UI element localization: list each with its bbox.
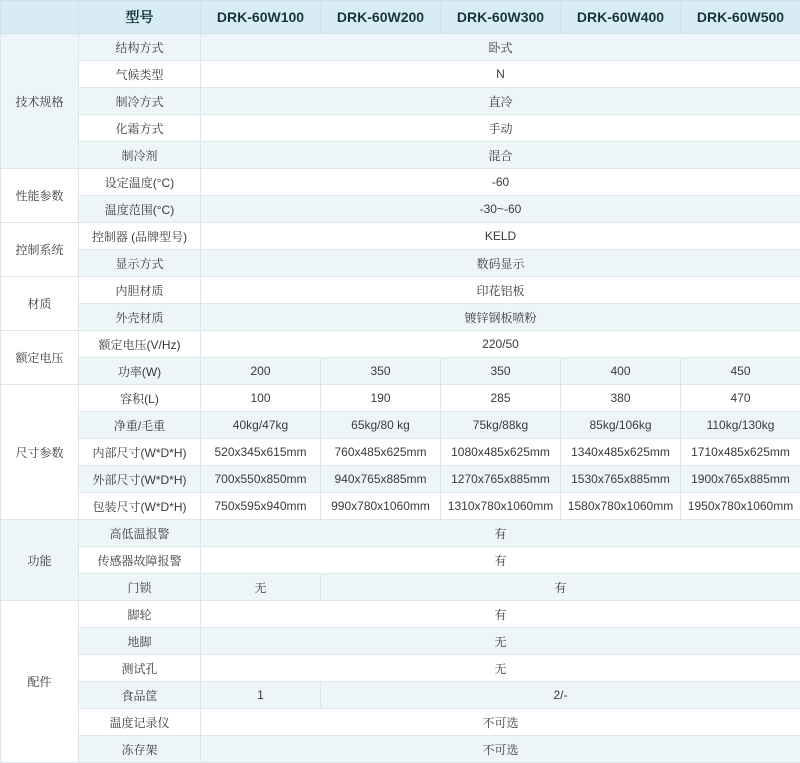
table-row <box>1 115 800 142</box>
row-value-model-3: 350 <box>441 358 561 385</box>
row-value-all-models: 220/50 <box>201 331 800 358</box>
row-value-model-3: 75kg/88kg <box>441 412 561 439</box>
row-value-all-models: 不可选 <box>201 736 800 763</box>
table-header <box>1 1 800 34</box>
row-attribute-label: 控制器 (品牌型号) <box>79 223 201 250</box>
row-value-model-2: 65kg/80 kg <box>321 412 441 439</box>
table-row <box>1 304 800 331</box>
row-value-all-models: 无 <box>201 628 800 655</box>
row-value-model-1: 750x595x940mm <box>201 493 321 520</box>
row-attribute-label: 内胆材质 <box>79 277 201 304</box>
row-value-all-models: -60 <box>201 169 800 196</box>
row-value-model-1: 200 <box>201 358 321 385</box>
row-value-model-2: 940x765x885mm <box>321 466 441 493</box>
table-row <box>1 385 800 412</box>
row-attribute-label: 制冷剂 <box>79 142 201 169</box>
header-model-5: DRK-60W500 <box>681 1 800 34</box>
row-value-model-2: 760x485x625mm <box>321 439 441 466</box>
table-row <box>1 331 800 358</box>
table-row <box>1 601 800 628</box>
row-value-all-models: -30~-60 <box>201 196 800 223</box>
row-value-models-2-5: 有 <box>321 574 800 601</box>
table-row <box>1 412 800 439</box>
row-value-model-4: 85kg/106kg <box>561 412 681 439</box>
row-value-model-4: 1580x780x1060mm <box>561 493 681 520</box>
row-attribute-label: 内部尺寸(W*D*H) <box>79 439 201 466</box>
row-attribute-label: 容积(L) <box>79 385 201 412</box>
row-attribute-label: 外部尺寸(W*D*H) <box>79 466 201 493</box>
row-value-model-1: 100 <box>201 385 321 412</box>
table-row <box>1 196 800 223</box>
header-attr-cell: 型号 <box>79 1 201 34</box>
row-attribute-label: 结构方式 <box>79 34 201 61</box>
table-row <box>1 169 800 196</box>
table-row <box>1 223 800 250</box>
row-group-label: 技术规格 <box>1 34 79 169</box>
row-value-model-1: 40kg/47kg <box>201 412 321 439</box>
row-group-label: 材质 <box>1 277 79 331</box>
table-row <box>1 142 800 169</box>
row-group-label: 控制系统 <box>1 223 79 277</box>
header-model-1: DRK-60W100 <box>201 1 321 34</box>
row-value-model-5: 110kg/130kg <box>681 412 800 439</box>
table-row <box>1 358 800 385</box>
row-value-all-models: KELD <box>201 223 800 250</box>
row-attribute-label: 温度范围(°C) <box>79 196 201 223</box>
table-row <box>1 520 800 547</box>
row-group-label: 功能 <box>1 520 79 601</box>
table-row <box>1 682 800 709</box>
row-value-model-4: 400 <box>561 358 681 385</box>
row-attribute-label: 测试孔 <box>79 655 201 682</box>
header-model-4: DRK-60W400 <box>561 1 681 34</box>
header-group-cell <box>1 1 79 34</box>
row-attribute-label: 传感器故障报警 <box>79 547 201 574</box>
row-value-all-models: 印花铝板 <box>201 277 800 304</box>
row-value-model-1: 无 <box>201 574 321 601</box>
row-attribute-label: 显示方式 <box>79 250 201 277</box>
row-attribute-label: 冻存架 <box>79 736 201 763</box>
table-row <box>1 655 800 682</box>
row-value-models-2-5: 2/- <box>321 682 800 709</box>
row-attribute-label: 地脚 <box>79 628 201 655</box>
row-value-model-4: 380 <box>561 385 681 412</box>
header-model-2: DRK-60W200 <box>321 1 441 34</box>
row-value-model-2: 350 <box>321 358 441 385</box>
row-value-model-3: 1080x485x625mm <box>441 439 561 466</box>
row-value-model-5: 470 <box>681 385 800 412</box>
row-value-model-4: 1530x765x885mm <box>561 466 681 493</box>
table-row <box>1 547 800 574</box>
row-attribute-label: 净重/毛重 <box>79 412 201 439</box>
table-row <box>1 61 800 88</box>
row-group-label: 尺寸参数 <box>1 385 79 520</box>
row-value-all-models: 手动 <box>201 115 800 142</box>
row-attribute-label: 包装尺寸(W*D*H) <box>79 493 201 520</box>
row-attribute-label: 功率(W) <box>79 358 201 385</box>
row-value-model-5: 450 <box>681 358 800 385</box>
row-group-label: 性能参数 <box>1 169 79 223</box>
row-group-label: 配件 <box>1 601 79 763</box>
row-attribute-label: 外壳材质 <box>79 304 201 331</box>
row-value-all-models: 有 <box>201 547 800 574</box>
table-row <box>1 439 800 466</box>
row-value-model-2: 190 <box>321 385 441 412</box>
row-value-all-models: 不可选 <box>201 709 800 736</box>
table-row <box>1 574 800 601</box>
row-value-model-1: 700x550x850mm <box>201 466 321 493</box>
row-attribute-label: 食品筐 <box>79 682 201 709</box>
row-value-model-3: 1270x765x885mm <box>441 466 561 493</box>
row-attribute-label: 高低温报警 <box>79 520 201 547</box>
row-group-label: 额定电压 <box>1 331 79 385</box>
row-value-model-3: 1310x780x1060mm <box>441 493 561 520</box>
row-value-model-5: 1900x765x885mm <box>681 466 800 493</box>
header-model-3: DRK-60W300 <box>441 1 561 34</box>
table-row <box>1 493 800 520</box>
row-attribute-label: 化霜方式 <box>79 115 201 142</box>
row-value-all-models: 混合 <box>201 142 800 169</box>
row-value-all-models: 镀锌钢板喷粉 <box>201 304 800 331</box>
table-row <box>1 250 800 277</box>
row-value-model-3: 285 <box>441 385 561 412</box>
table-header-row <box>1 1 800 34</box>
table-row <box>1 709 800 736</box>
row-value-model-4: 1340x485x625mm <box>561 439 681 466</box>
row-attribute-label: 制冷方式 <box>79 88 201 115</box>
row-value-model-5: 1950x780x1060mm <box>681 493 800 520</box>
row-attribute-label: 脚轮 <box>79 601 201 628</box>
row-value-all-models: N <box>201 61 800 88</box>
row-value-model-1: 1 <box>201 682 321 709</box>
row-value-all-models: 卧式 <box>201 34 800 61</box>
row-attribute-label: 气候类型 <box>79 61 201 88</box>
table-row <box>1 736 800 763</box>
table-row <box>1 277 800 304</box>
row-value-model-2: 990x780x1060mm <box>321 493 441 520</box>
row-value-all-models: 有 <box>201 520 800 547</box>
row-value-all-models: 有 <box>201 601 800 628</box>
row-value-all-models: 无 <box>201 655 800 682</box>
table-row <box>1 34 800 61</box>
table-body <box>1 34 800 763</box>
row-attribute-label: 温度记录仪 <box>79 709 201 736</box>
table-row <box>1 466 800 493</box>
table-row <box>1 628 800 655</box>
row-attribute-label: 额定电压(V/Hz) <box>79 331 201 358</box>
row-value-all-models: 直冷 <box>201 88 800 115</box>
row-value-all-models: 数码显示 <box>201 250 800 277</box>
row-attribute-label: 设定温度(°C) <box>79 169 201 196</box>
table-row <box>1 88 800 115</box>
row-value-model-5: 1710x485x625mm <box>681 439 800 466</box>
row-value-model-1: 520x345x615mm <box>201 439 321 466</box>
row-attribute-label: 门锁 <box>79 574 201 601</box>
